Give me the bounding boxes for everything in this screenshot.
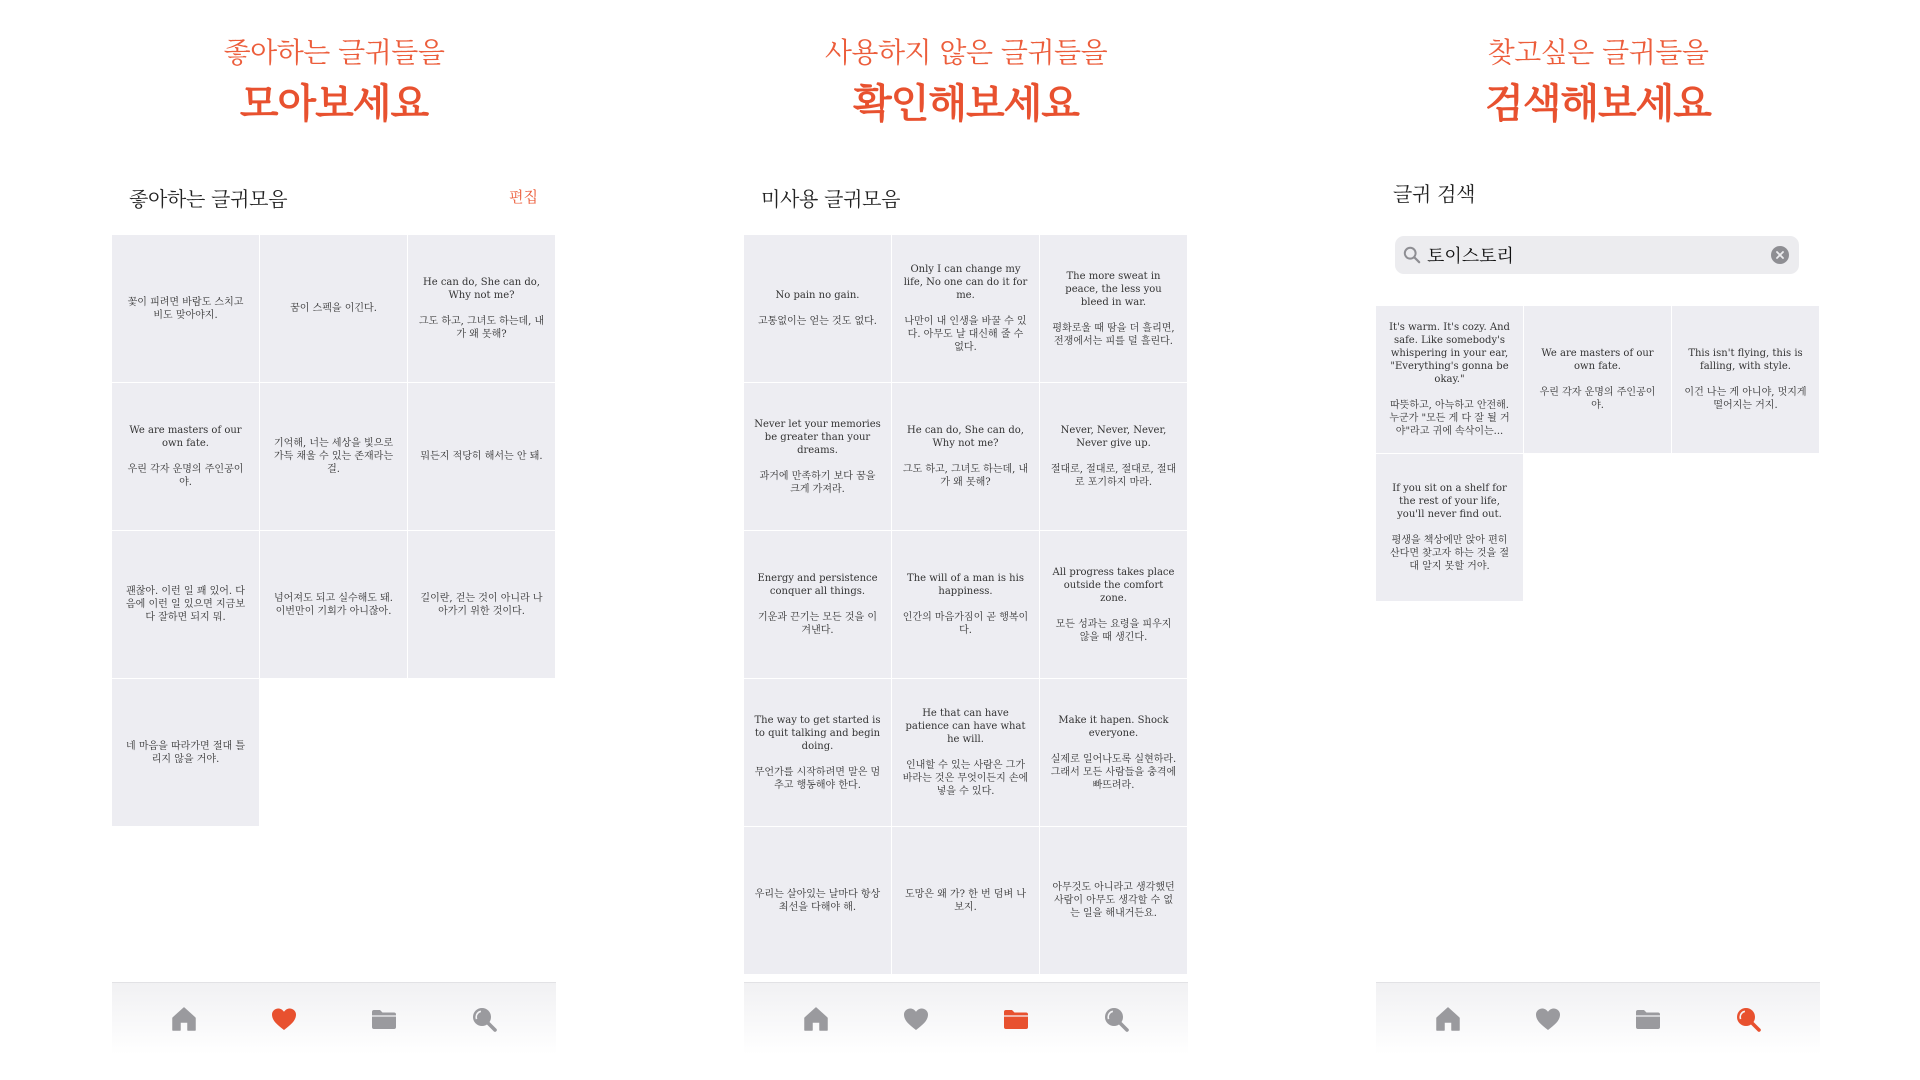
quote-card[interactable] [1040,531,1188,679]
quote-english: We are masters of our own fate. [1541,348,1654,372]
quote-card[interactable] [1672,306,1820,454]
quote-card[interactable] [1524,306,1672,454]
heart-icon [1533,1004,1563,1034]
promo-subtitle: 사용하지 않은 글귀들을 [824,36,1108,69]
quote-korean: 네 마음을 따라가면 절대 틀리지 않을 거야. [126,740,245,765]
tab-bar [112,982,556,1055]
search-icon [1403,246,1421,264]
tab-bar [744,982,1188,1055]
tab-search[interactable] [464,999,504,1039]
quote-korean: 괜찮아. 이런 일 꽤 있어. 다음에 이런 일 있으면 지금보다 잘하면 되지 뭐. [126,586,245,623]
quote-english: All progress takes place outside the comfort zone. [1052,566,1175,604]
quote-card[interactable] [744,383,892,531]
search-icon [1733,1004,1763,1034]
tab-search[interactable] [1728,999,1768,1039]
promo-headline: 모아보세요 [239,81,429,127]
tab-unused[interactable] [364,999,404,1039]
quote-korean: 꿈이 스펙을 이긴다. [290,303,377,314]
promo-subtitle: 좋아하는 글귀들을 [223,36,445,69]
quote-card[interactable] [744,679,892,827]
quote-korean: 기억해, 너는 세상을 빛으로 가득 채울 수 있는 존재라는 걸. [274,438,393,475]
tab-home[interactable] [164,999,204,1039]
quote-card[interactable] [892,235,1040,383]
quote-card[interactable] [112,235,260,383]
quote-korean: 우린 각자 운명의 주인공이야. [1539,387,1656,411]
quote-card[interactable] [744,531,892,679]
quote-korean: 그도 하고, 그녀도 하는데, 내가 왜 못해? [418,316,545,340]
quote-english: Never let your memories be greater than your dreams. [754,418,881,456]
home-icon [1433,1004,1463,1034]
home-icon [169,1004,199,1034]
quote-korean: 그도 하고, 그녀도 하는데, 내가 왜 못해? [902,464,1029,488]
quote-english: He can do, She can do, Why not me? [423,277,540,301]
quote-english: No pain no gain. [775,290,860,301]
folder-icon [369,1004,399,1034]
search-bar[interactable] [1395,236,1799,274]
quote-english: We are masters of our own fate. [129,425,242,449]
quote-card[interactable] [1376,306,1524,454]
quote-english: He that can have patience can have what he will. [905,708,1026,745]
quote-korean: 인내할 수 있는 사람은 그가 바라는 것은 무엇이든지 손에 넣을 수 있다. [902,760,1029,797]
quote-korean: 실제로 일어나도록 실현하라. 그래서 모든 사람들을 충격에 빠뜨려라. [1050,753,1177,791]
quote-korean: 고통없이는 얻는 것도 없다. [758,316,877,327]
tab-unused[interactable] [1628,999,1668,1039]
favorites-screen [112,0,556,1080]
promo-headline: 확인해보세요 [853,81,1079,127]
quote-card[interactable] [1040,383,1188,531]
quote-english: If you sit on a shelf for the rest of your life, you'll never find out. [1392,483,1507,520]
page-title: 미사용 글귀모음 [761,187,901,211]
quote-korean: 우리는 살아있는 날마다 항상 최선을 다해야 해. [754,888,881,913]
quote-card[interactable] [892,383,1040,531]
quote-card[interactable] [408,383,556,531]
heart-icon [901,1004,931,1034]
tab-bar [1376,982,1820,1055]
tab-home[interactable] [796,999,836,1039]
quote-card[interactable] [892,531,1040,679]
quote-card[interactable] [1040,679,1188,827]
quote-english: The way to get started is to quit talking and begin doing. [754,714,881,752]
quote-card[interactable] [260,235,408,383]
close-icon [1775,250,1785,260]
edit-button[interactable]: 편집 [509,188,538,206]
quote-korean: 무언가를 시작하려면 말은 멈추고 행동해야 한다. [754,766,881,791]
quote-korean: 꽃이 피려면 바람도 스치고 비도 맞아야지. [127,296,244,321]
quote-card[interactable] [112,383,260,531]
tab-search[interactable] [1096,999,1136,1039]
quote-korean: 절대로, 절대로, 절대로, 절대로 포기하지 마라. [1050,464,1177,488]
promo-headline: 검색해보세요 [1485,81,1711,127]
quote-card[interactable] [1040,827,1188,975]
quote-korean: 평생을 책상에만 앉아 편히 산다면 찾고자 하는 것을 절대 알지 못할 거야. [1390,535,1509,572]
quote-english: Energy and persistence conquer all things. [757,573,878,597]
quote-english: Only I can change my life, No one can do it for me. [903,264,1028,301]
tab-favorites[interactable] [264,999,304,1039]
quote-card[interactable] [744,235,892,383]
promo-subtitle: 찾고싶은 글귀들을 [1487,36,1709,69]
quote-english: Never, Never, Never, Never give up. [1060,425,1167,449]
folder-icon [1633,1004,1663,1034]
folder-icon [1001,1004,1031,1034]
quote-korean: 뭐든지 적당히 해서는 안 돼. [420,451,543,462]
quote-grid [112,235,556,827]
quote-korean: 나만이 내 인생을 바꿀 수 있다. 아무도 날 대신해 줄 수 없다. [904,316,1027,353]
quote-card[interactable] [892,827,1040,975]
quote-card[interactable] [260,531,408,679]
tab-home[interactable] [1428,999,1468,1039]
quote-korean: 모든 성과는 요령을 피우지 않을 때 생긴다. [1055,618,1172,643]
quote-korean: 과거에 만족하기 보다 꿈을 크게 가져라. [759,470,876,495]
quote-korean: 우린 각자 운명의 주인공이야. [127,464,244,488]
quote-korean: 이건 나는 게 아니야, 멋지게 떨어지는 거지. [1684,387,1807,411]
quote-grid [744,235,1188,983]
heart-icon [269,1004,299,1034]
quote-english: This isn't flying, this is falling, with style. [1688,348,1803,372]
quote-card[interactable] [112,531,260,679]
page-title: 좋아하는 글귀모음 [129,187,288,211]
quote-card[interactable] [408,531,556,679]
search-input[interactable] [1427,245,1771,266]
quote-korean: 따뜻하고, 아늑하고 안전해. 누군가 "모든 게 다 잘 될 거야"라고 귀에 속삭이는... [1389,400,1510,437]
quote-korean: 도망은 왜 가? 한 번 덤벼 나 보지. [904,888,1027,913]
quote-english: The will of a man is his happiness. [907,573,1024,597]
quote-card[interactable] [1376,454,1524,602]
quote-card[interactable] [260,383,408,531]
tab-favorites[interactable] [1528,999,1568,1039]
quote-korean: 평화로울 때 땀을 더 흘리면, 전쟁에서는 피를 덜 흘린다. [1052,322,1175,347]
page-title: 글귀 검색 [1393,182,1476,206]
quote-korean: 기운과 끈기는 모든 것을 이겨낸다. [758,612,877,636]
quote-card[interactable] [408,235,556,383]
quote-card[interactable] [892,679,1040,827]
search-icon [469,1004,499,1034]
search-icon [1101,1004,1131,1034]
quote-korean: 넘어져도 되고 실수해도 돼. 이번만이 기회가 아니잖아. [274,592,393,617]
quote-korean: 인간의 마음가짐이 곧 행복이다. [902,612,1029,636]
unused-screen [744,0,1188,1080]
quote-grid [1376,306,1820,602]
clear-search-button[interactable] [1771,246,1789,264]
home-icon [801,1004,831,1034]
tab-unused[interactable] [996,999,1036,1039]
quote-korean: 길이란, 걷는 것이 아니라 나아가기 위한 것이다. [420,592,543,617]
quote-english: The more sweat in peace, the less you bleed in war. [1065,270,1162,308]
quote-korean: 아무것도 아니라고 생각했던 사람이 아무도 생각할 수 없는 일을 해내거든요. [1052,882,1175,919]
quote-english: He can do, She can do, Why not me? [907,425,1024,449]
quote-english: It's warm. It's cozy. And safe. Like somebody's whispering in your ear, "Everything's gonna be okay." [1389,322,1510,385]
quote-english: Make it hapen. Shock everyone. [1058,714,1169,739]
search-screen [1376,0,1820,1080]
quote-card[interactable] [112,679,260,827]
tab-favorites[interactable] [896,999,936,1039]
quote-card[interactable] [1040,235,1188,383]
quote-card[interactable] [744,827,892,975]
